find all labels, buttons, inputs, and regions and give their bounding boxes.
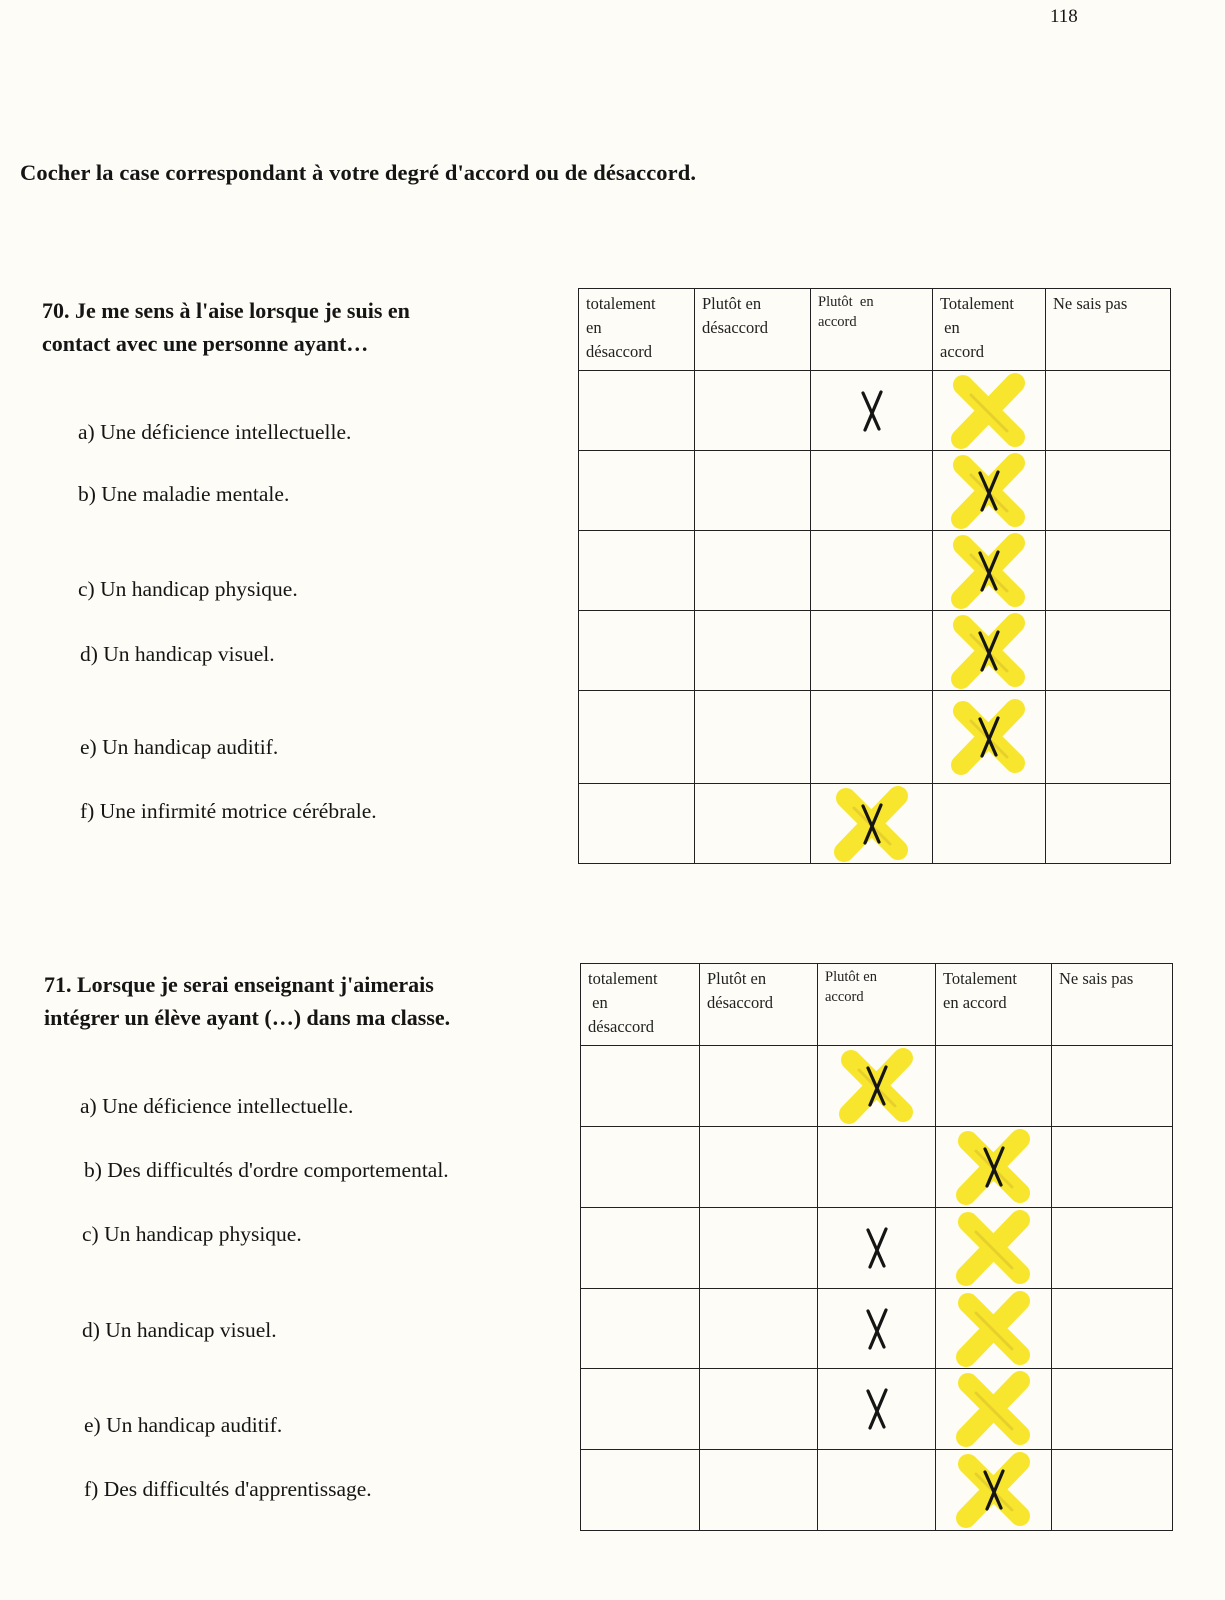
response-checkbox-cell[interactable] [695, 691, 811, 784]
column-header-line: en accord [943, 993, 1007, 1012]
column-header [695, 289, 811, 371]
response-checkbox-cell[interactable] [1046, 691, 1171, 784]
column-header-line: désaccord [702, 318, 768, 337]
response-checkbox-cell[interactable] [818, 1046, 936, 1127]
response-checkbox-cell[interactable] [1052, 1369, 1173, 1450]
question-title-line: contact avec une personne ayant… [42, 331, 369, 356]
response-checkbox-cell[interactable] [933, 531, 1046, 611]
item-label: c) Un handicap physique. [82, 1222, 302, 1246]
table-row [579, 451, 1171, 531]
response-checkbox-cell[interactable] [818, 1208, 936, 1289]
response-checkbox-cell[interactable] [579, 451, 695, 531]
response-checkbox-cell[interactable] [818, 1369, 936, 1450]
response-checkbox-cell[interactable] [933, 451, 1046, 531]
response-checkbox-cell[interactable] [700, 1289, 818, 1369]
response-checkbox-cell[interactable] [818, 1127, 936, 1208]
table-row [581, 1127, 1173, 1208]
table-row [581, 1289, 1173, 1369]
column-header [811, 289, 933, 371]
response-checkbox-cell[interactable] [1046, 371, 1171, 451]
response-checkbox-cell[interactable] [581, 1046, 700, 1127]
column-header [1052, 964, 1173, 1046]
response-checkbox-cell[interactable] [579, 371, 695, 451]
item-label: f) Une infirmité motrice cérébrale. [80, 799, 377, 823]
column-header-line: accord [940, 342, 984, 361]
response-checkbox-cell[interactable] [936, 1046, 1052, 1127]
item-label: b) Une maladie mentale. [78, 482, 290, 506]
response-checkbox-cell[interactable] [936, 1208, 1052, 1289]
response-checkbox-cell[interactable] [933, 611, 1046, 691]
column-header-line: en [588, 993, 608, 1012]
column-header-line: Plutôt en [702, 294, 762, 313]
table-row [579, 784, 1171, 864]
column-header [581, 964, 700, 1046]
item-label: a) Une déficience intellectuelle. [78, 420, 352, 444]
column-header-line: totalement [588, 969, 658, 988]
response-checkbox-cell[interactable] [818, 1450, 936, 1531]
response-checkbox-cell[interactable] [811, 611, 933, 691]
column-header-line: Totalement [943, 969, 1017, 988]
column-header-line: Plutôt en [825, 969, 877, 985]
response-checkbox-cell[interactable] [818, 1289, 936, 1369]
column-header-line: Ne sais pas [1059, 969, 1134, 988]
item-label: d) Un handicap visuel. [80, 642, 275, 666]
response-grid-71 [580, 963, 1173, 1531]
item-label: b) Des difficultés d'ordre comportemental. [84, 1158, 449, 1182]
response-checkbox-cell[interactable] [695, 451, 811, 531]
response-checkbox-cell[interactable] [581, 1450, 700, 1531]
question-title-line: intégrer un élève ayant (…) dans ma classe. [44, 1005, 451, 1030]
question-title-line: 70. Je me sens à l'aise lorsque je suis en [42, 298, 410, 323]
response-checkbox-cell[interactable] [700, 1208, 818, 1289]
column-header [1046, 289, 1171, 371]
column-header-line: accord [818, 314, 857, 330]
response-checkbox-cell[interactable] [579, 531, 695, 611]
response-checkbox-cell[interactable] [581, 1369, 700, 1450]
column-header [579, 289, 695, 371]
grid-header-row [581, 964, 1173, 1046]
response-checkbox-cell[interactable] [933, 784, 1046, 864]
column-header [700, 964, 818, 1046]
table-row [581, 1369, 1173, 1450]
item-label: e) Un handicap auditif. [80, 735, 279, 759]
response-checkbox-cell[interactable] [695, 371, 811, 451]
column-header-line: désaccord [588, 1017, 654, 1036]
response-checkbox-cell[interactable] [811, 691, 933, 784]
question-title-line: 71. Lorsque je serai enseignant j'aimerais [44, 972, 434, 997]
table-row [579, 611, 1171, 691]
response-checkbox-cell[interactable] [581, 1289, 700, 1369]
column-header-line: désaccord [586, 342, 652, 361]
response-checkbox-cell[interactable] [695, 531, 811, 611]
instruction-text: Cocher la case correspondant à votre degré d'accord ou de désaccord. [20, 160, 697, 185]
response-checkbox-cell[interactable] [1052, 1046, 1173, 1127]
response-checkbox-cell[interactable] [581, 1127, 700, 1208]
response-checkbox-cell[interactable] [1052, 1450, 1173, 1531]
response-checkbox-cell[interactable] [579, 784, 695, 864]
question-71-title [44, 968, 450, 1034]
response-checkbox-cell[interactable] [700, 1450, 818, 1531]
response-checkbox-cell[interactable] [1052, 1127, 1173, 1208]
column-header [936, 964, 1052, 1046]
page-number: 118 [1050, 6, 1078, 27]
response-checkbox-cell[interactable] [1046, 611, 1171, 691]
column-header-line: Plutôt en [707, 969, 767, 988]
table-row [579, 691, 1171, 784]
table-row [581, 1450, 1173, 1531]
response-checkbox-cell[interactable] [933, 691, 1046, 784]
column-header-line: en [586, 318, 602, 337]
response-checkbox-cell[interactable] [936, 1289, 1052, 1369]
response-checkbox-cell[interactable] [579, 611, 695, 691]
column-header-line: Totalement [940, 294, 1014, 313]
response-checkbox-cell[interactable] [1046, 784, 1171, 864]
question-70-title [42, 294, 410, 360]
response-checkbox-cell[interactable] [581, 1208, 700, 1289]
table-row [579, 531, 1171, 611]
column-header-line: désaccord [707, 993, 773, 1012]
item-label: a) Une déficience intellectuelle. [80, 1094, 354, 1118]
table-row [579, 371, 1171, 451]
column-header-line: Ne sais pas [1053, 294, 1128, 313]
response-checkbox-cell[interactable] [695, 784, 811, 864]
column-header-line: en [940, 318, 960, 337]
response-checkbox-cell[interactable] [579, 691, 695, 784]
response-checkbox-cell[interactable] [1052, 1208, 1173, 1289]
response-checkbox-cell[interactable] [811, 531, 933, 611]
response-checkbox-cell[interactable] [936, 1369, 1052, 1450]
response-checkbox-cell[interactable] [936, 1450, 1052, 1531]
response-checkbox-cell[interactable] [1046, 451, 1171, 531]
response-checkbox-cell[interactable] [811, 784, 933, 864]
grid-header-row [579, 289, 1171, 371]
response-checkbox-cell[interactable] [700, 1369, 818, 1450]
item-label: e) Un handicap auditif. [84, 1413, 283, 1437]
response-checkbox-cell[interactable] [936, 1127, 1052, 1208]
response-checkbox-cell[interactable] [1052, 1289, 1173, 1369]
response-checkbox-cell[interactable] [700, 1046, 818, 1127]
response-grid-70 [578, 288, 1171, 864]
column-header-line: totalement [586, 294, 656, 313]
response-checkbox-cell[interactable] [811, 451, 933, 531]
column-header-line: accord [825, 989, 864, 1005]
response-checkbox-cell[interactable] [933, 371, 1046, 451]
column-header [818, 964, 936, 1046]
response-checkbox-cell[interactable] [1046, 531, 1171, 611]
column-header [933, 289, 1046, 371]
item-label: d) Un handicap visuel. [82, 1318, 277, 1342]
response-checkbox-cell[interactable] [695, 611, 811, 691]
item-label: c) Un handicap physique. [78, 577, 298, 601]
response-checkbox-cell[interactable] [811, 371, 933, 451]
table-row [581, 1046, 1173, 1127]
table-row [581, 1208, 1173, 1289]
item-label: f) Des difficultés d'apprentissage. [84, 1477, 372, 1501]
response-checkbox-cell[interactable] [700, 1127, 818, 1208]
column-header-line: Plutôt en [818, 294, 874, 310]
